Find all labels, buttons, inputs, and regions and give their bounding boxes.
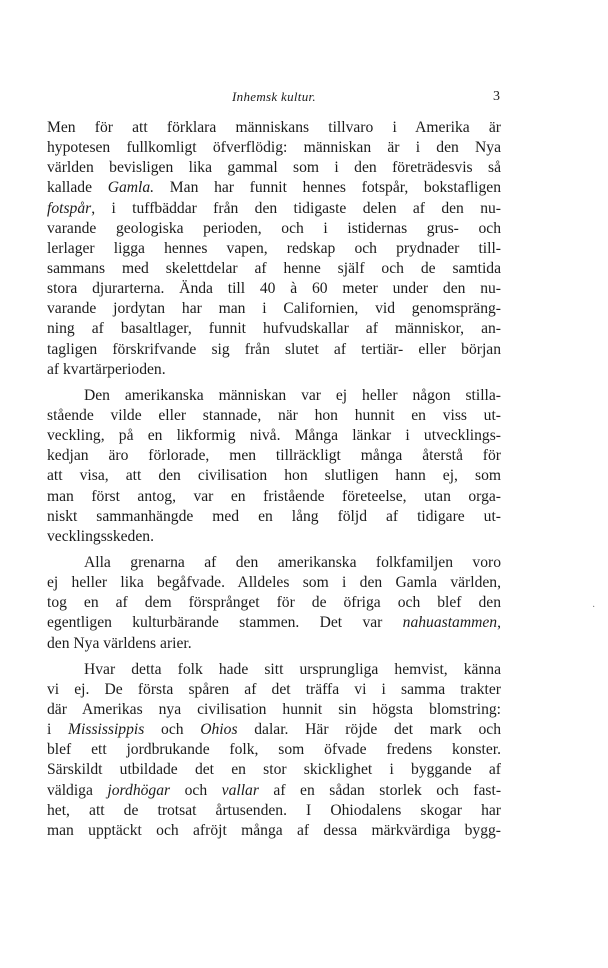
paragraph	[47, 553, 501, 654]
text-span: dalar. Här röjde det mark och	[237, 721, 501, 739]
text-line	[47, 319, 501, 339]
margin-speck: ·	[592, 602, 596, 613]
text-span: Alla grenarna af den amerikanska folkfamiljen voro	[84, 553, 501, 571]
text-line	[47, 553, 501, 573]
paragraph	[47, 660, 501, 841]
text-span: man först antog, var en fristående företeelse, utan orga-	[47, 487, 501, 505]
italic-text: vallar	[221, 781, 259, 799]
text-line	[47, 279, 501, 299]
text-line	[47, 781, 501, 801]
text-line	[47, 593, 501, 613]
text-span: att visa, att den civilisation hon slutligen hann ej, som	[47, 467, 501, 485]
text-line	[47, 406, 501, 426]
text-line	[47, 138, 501, 158]
text-span: Man har funnit hennes fotspår, bokstafligen	[154, 179, 501, 197]
text-line	[47, 239, 501, 259]
text-line	[47, 360, 501, 380]
text-span: kallade	[47, 179, 108, 197]
text-line	[47, 573, 501, 593]
text-span: i	[47, 721, 69, 739]
text-span: ej heller lika begåfvade. Alldeles som i den Gamla världen,	[47, 574, 501, 592]
text-line	[47, 801, 501, 821]
text-span: tagligen förskrifvande sig från slutet af tertiär- eller början	[47, 340, 501, 358]
text-span: varande jordytan har man i Californien, vid genomspräng-	[47, 300, 501, 318]
text-span: väldiga	[47, 781, 108, 799]
text-span: varande geologiska perioden, och i istidernas grus- och	[47, 219, 501, 237]
text-span: ning af basaltlager, funnit hufvudskallar af människor, an-	[47, 320, 501, 338]
text-line	[47, 386, 501, 406]
italic-text: Gamla.	[107, 179, 155, 197]
text-span: Särskildt utbildade det en stor skicklighet i byggande af	[47, 761, 501, 779]
text-line	[47, 660, 501, 680]
text-line	[47, 158, 501, 178]
text-span: Den amerikanska människan var ej heller någon stilla-	[84, 386, 501, 404]
text-line	[47, 680, 501, 700]
text-line	[47, 700, 501, 720]
text-span: egentligen kulturbärande stammen. Det var	[47, 614, 403, 632]
italic-text: fotspår	[47, 199, 92, 217]
text-span: af kvartärperioden.	[47, 360, 166, 378]
paragraph	[47, 118, 501, 380]
italic-text: nahuastammen	[402, 614, 498, 632]
body-text	[47, 118, 501, 841]
text-line	[47, 446, 501, 466]
text-span: sammans med skelettdelar af henne själf och de samtida	[47, 259, 501, 277]
text-line	[47, 821, 501, 841]
italic-text: Ohios	[200, 721, 238, 739]
text-line	[47, 613, 501, 633]
text-span: vecklingsskeden.	[47, 527, 154, 545]
text-span: ,	[497, 614, 501, 632]
text-span: den Nya världens arier.	[47, 634, 192, 652]
text-span: veckling, på en likformig nivå. Många länkar i utvecklings-	[47, 427, 501, 445]
text-span: Hvar detta folk hade sitt ursprungliga hemvist, känna	[84, 660, 501, 678]
running-title: Inhemsk kultur.	[232, 89, 316, 104]
text-line	[47, 507, 501, 527]
text-span: och	[170, 781, 222, 799]
text-span: blef ett jordbrukande folk, som öfvade fredens konster.	[47, 741, 501, 759]
text-line	[47, 740, 501, 760]
text-span: tog en af dem försprånget för de öfriga och blef den	[47, 594, 501, 612]
text-line	[47, 340, 501, 360]
text-line	[47, 199, 501, 219]
text-span: af en sådan storlek och fast-	[258, 781, 502, 799]
text-span: vi ej. De första spåren af det träffa vi i samma trakter	[47, 680, 501, 698]
italic-text: jordhögar	[107, 781, 171, 799]
text-span: där Amerikas nya civilisation hunnit sin högsta blomstring:	[47, 700, 501, 718]
text-line	[47, 426, 501, 446]
text-span: , i tuffbäddar från den tidigaste delen af den nu-	[91, 199, 501, 217]
page-number: 3	[493, 89, 500, 104]
paragraph	[47, 386, 501, 547]
text-span: niskt sammanhängde med en lång följd af tidigare ut-	[47, 507, 501, 525]
text-span: hypotesen fullkomligt öfverflödig: människan är i den Nya	[47, 139, 501, 157]
running-head	[48, 89, 500, 107]
text-span: stora djurarterna. Ända till 40 à 60 meter under den nu-	[47, 280, 501, 298]
text-span: lerlager ligga hennes vapen, redskap och prydnader till-	[47, 239, 501, 257]
text-span: kedjan äro förlorade, men tillräckligt många återstå för	[47, 447, 501, 465]
text-line	[47, 720, 501, 740]
text-line	[47, 760, 501, 780]
text-line	[47, 466, 501, 486]
text-line	[47, 299, 501, 319]
text-line	[47, 178, 501, 198]
text-line	[47, 118, 501, 138]
text-line	[47, 487, 501, 507]
text-line	[47, 259, 501, 279]
text-span: världen bevisligen lika gammal som i den företrädesvis så	[47, 159, 501, 177]
text-span: man upptäckt och afröjt många af dessa märkvärdiga bygg-	[47, 821, 501, 839]
text-line	[47, 634, 501, 654]
text-span: och	[144, 721, 201, 739]
text-span: Men för att förklara människans tillvaro i Amerika är	[47, 119, 501, 136]
text-span: stående vilde eller stannade, när hon hunnit en viss ut-	[47, 406, 501, 424]
text-span: het, att de trotsat årtusenden. I Ohiodalens skogar har	[47, 801, 501, 819]
text-line	[47, 219, 501, 239]
italic-text: Mississippis	[68, 721, 145, 739]
text-line	[47, 527, 501, 547]
